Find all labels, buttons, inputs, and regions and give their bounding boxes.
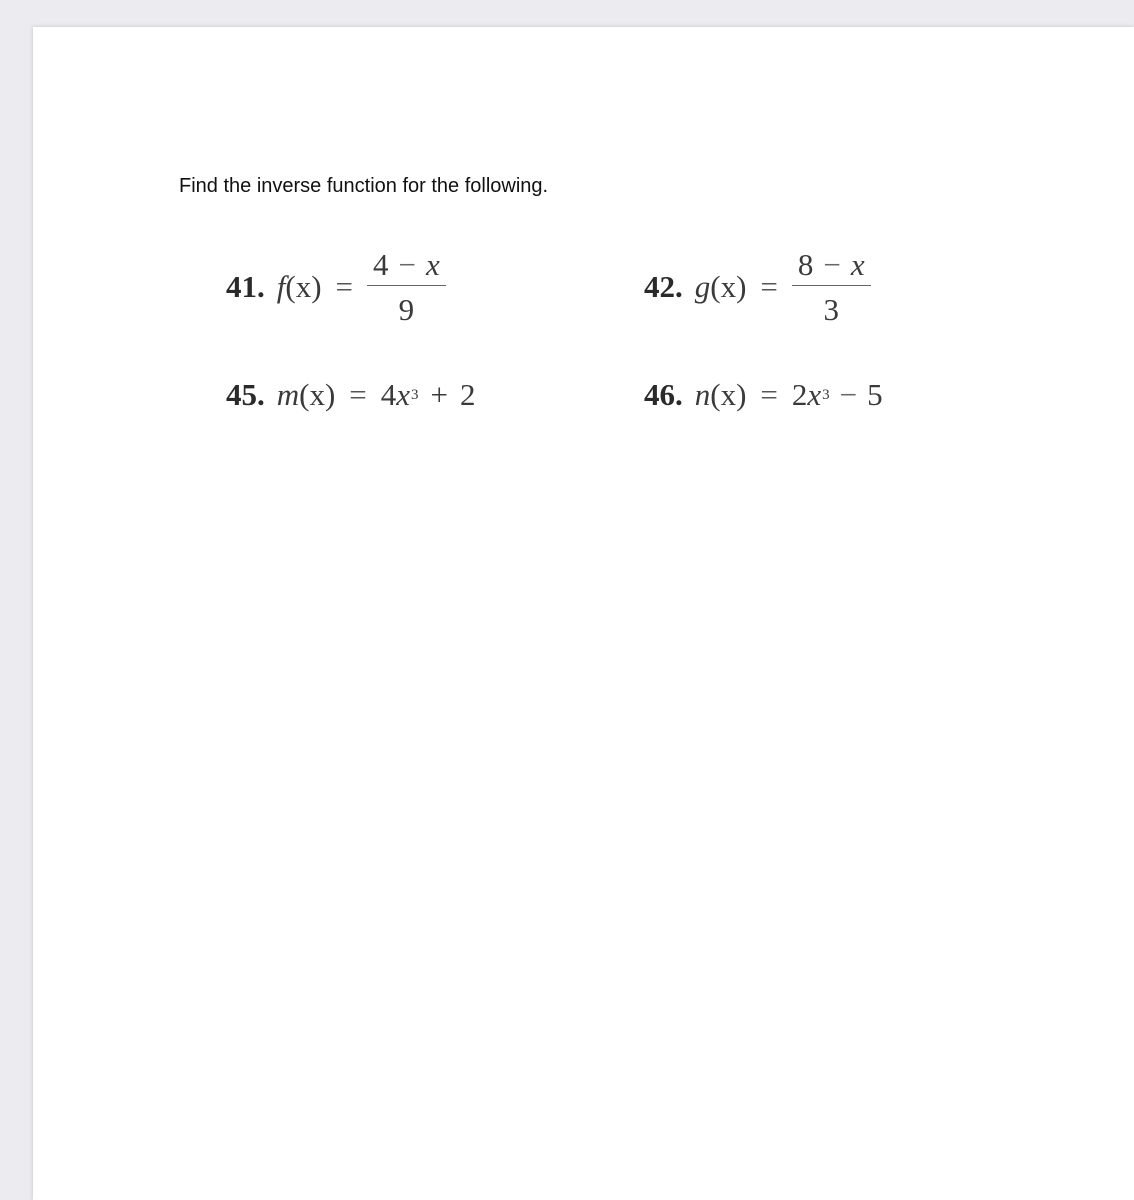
numerator-constant: 8	[797, 247, 814, 282]
document-page	[33, 27, 1134, 1200]
function-argument: (x)	[710, 377, 747, 412]
problem-46	[644, 377, 883, 413]
minus-sign: −	[839, 377, 858, 412]
problem-45	[226, 377, 476, 413]
exponent: 3	[822, 386, 830, 403]
numerator	[367, 249, 446, 286]
constant-term: 2	[460, 377, 476, 412]
fraction	[792, 249, 871, 325]
plus-sign: +	[430, 377, 449, 412]
denominator: 3	[823, 292, 840, 327]
coefficient: 2	[791, 377, 808, 412]
function-argument: (x)	[710, 269, 747, 304]
numerator-variable: x	[850, 247, 865, 282]
minus-sign: −	[398, 247, 416, 282]
denominator: 9	[398, 292, 415, 327]
numerator-variable: x	[426, 247, 440, 282]
instruction-text: Find the inverse function for the following.	[179, 175, 549, 197]
function-name: n	[694, 377, 711, 412]
variable: x	[807, 377, 822, 412]
problem-41	[226, 249, 446, 325]
problem-number: 42.	[644, 269, 683, 304]
minus-sign: −	[823, 247, 841, 282]
constant-term: 5	[867, 377, 883, 412]
function-name: m	[276, 377, 300, 412]
exponent: 3	[411, 386, 419, 403]
fraction	[367, 249, 446, 325]
coefficient: 4	[380, 377, 397, 412]
numerator-constant: 4	[373, 247, 389, 282]
equals-sign: =	[335, 269, 354, 304]
variable: x	[396, 377, 411, 412]
equals-sign: =	[349, 377, 367, 412]
function-name: g	[694, 269, 711, 304]
problem-42	[644, 249, 871, 325]
problem-number: 46.	[644, 377, 683, 412]
numerator	[792, 249, 871, 286]
problem-number: 41.	[226, 269, 265, 304]
problem-number: 45.	[226, 377, 265, 412]
equals-sign: =	[760, 377, 778, 412]
function-argument: (x)	[299, 377, 336, 412]
function-argument: (x)	[285, 269, 322, 304]
function-name: f	[276, 269, 286, 304]
equals-sign: =	[760, 269, 778, 304]
